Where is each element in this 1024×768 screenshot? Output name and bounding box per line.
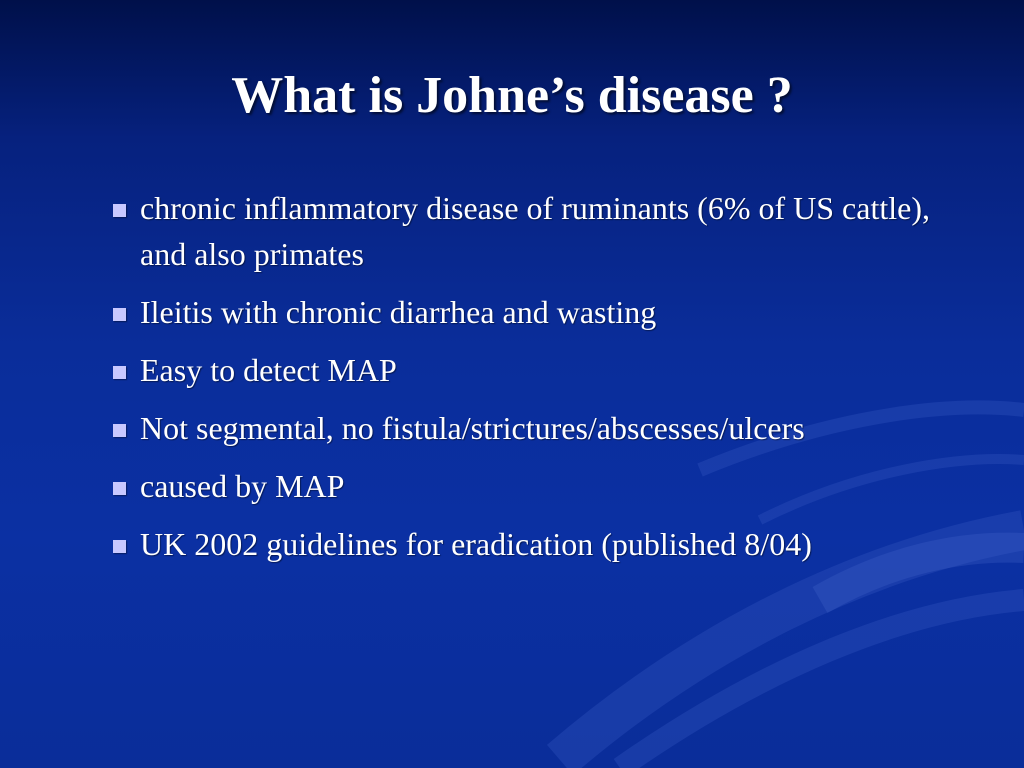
bullet-item	[113, 463, 963, 509]
bullet-text: UK 2002 guidelines for eradication (published 8/04)	[140, 526, 812, 562]
square-bullet-icon	[113, 366, 126, 379]
square-bullet-icon	[113, 482, 126, 495]
bullet-text: Easy to detect MAP	[140, 352, 397, 388]
bullet-text: chronic inflammatory disease of ruminants (6% of US cattle), and also primates	[140, 190, 930, 272]
bullet-text: Not segmental, no fistula/strictures/abscesses/ulcers	[140, 410, 805, 446]
square-bullet-icon	[113, 308, 126, 321]
bullet-item	[113, 185, 963, 277]
bullet-text: Ileitis with chronic diarrhea and wasting	[140, 294, 657, 330]
bullet-item	[113, 289, 963, 335]
bullet-item	[113, 347, 963, 393]
bullet-item	[113, 405, 963, 451]
square-bullet-icon	[113, 540, 126, 553]
bullet-text: caused by MAP	[140, 468, 345, 504]
bullet-list	[113, 185, 963, 579]
bullet-item	[113, 521, 963, 567]
square-bullet-icon	[113, 424, 126, 437]
square-bullet-icon	[113, 204, 126, 217]
slide-title: What is Johne’s disease ?	[231, 67, 793, 124]
